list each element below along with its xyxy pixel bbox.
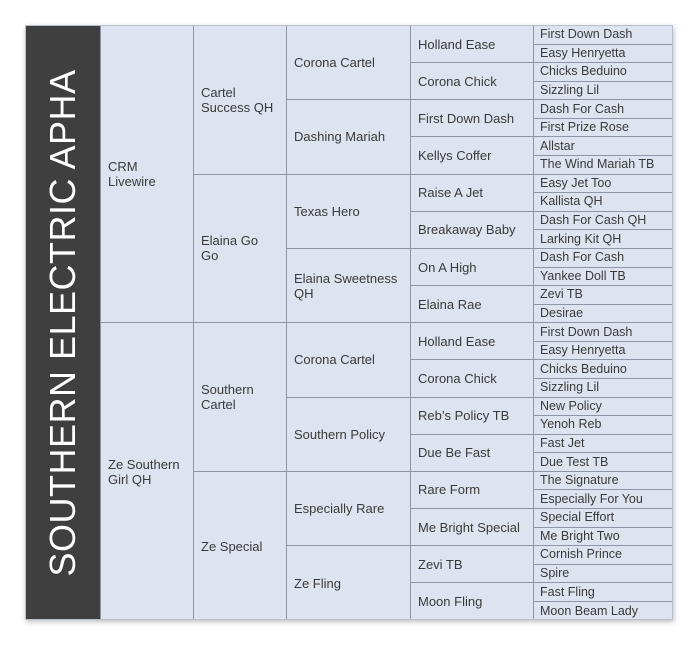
gen6-ancestor-name: Easy Jet Too (540, 175, 612, 190)
gen6-ancestor-cell (533, 63, 673, 82)
gen6-ancestor-name: Chicks Beduino (540, 361, 627, 376)
grandparent-cell (193, 175, 286, 324)
gen6-ancestor-name: Allstar (540, 138, 575, 153)
gen5-ancestor-cell (410, 26, 533, 63)
great-grandparent-cell (286, 472, 410, 546)
gen6-ancestor-name: Easy Henryetta (540, 343, 626, 358)
gen6-ancestor-cell (533, 342, 673, 361)
gen6-ancestor-cell (533, 435, 673, 454)
gen5-ancestor-name: Raise A Jet (418, 185, 484, 201)
gen6-ancestor-cell (533, 286, 673, 305)
gen6-ancestor-cell (533, 249, 673, 268)
gen6-ancestor-name: Sizzling Lil (540, 380, 600, 395)
gen6-ancestor-cell (533, 193, 673, 212)
gen6-ancestor-cell (533, 175, 673, 194)
gen6-ancestor-cell (533, 602, 673, 620)
gen5-ancestor-name: On A High (418, 259, 477, 275)
gen5-ancestor-name: Kellys Coffer (418, 148, 492, 164)
gen6-ancestor-cell (533, 212, 673, 231)
gen5-ancestor-cell (410, 360, 533, 397)
gen6-ancestor-cell (533, 82, 673, 101)
great-grandparent-name: Corona Cartel (294, 352, 375, 368)
parent-cell (100, 323, 193, 620)
gen6-ancestor-name: Special Effort (540, 510, 615, 525)
gen6-ancestor-name: Cornish Prince (540, 547, 622, 562)
gen6-ancestor-cell (533, 119, 673, 138)
gen5-ancestor-cell (410, 472, 533, 509)
gen6-ancestor-name: Yankee Doll TB (540, 268, 626, 283)
gen6-ancestor-cell (533, 45, 673, 64)
gen5-ancestor-cell (410, 583, 533, 620)
gen6-ancestor-name: Sizzling Lil (540, 83, 600, 98)
grandparent-cell (193, 472, 286, 620)
gen6-ancestor-cell (533, 546, 673, 565)
gen5-ancestor-cell (410, 249, 533, 286)
gen6-ancestor-name: Fast Jet (540, 436, 585, 450)
great-grandparent-cell (286, 175, 410, 249)
great-grandparent-name: Corona Cartel (294, 55, 375, 71)
gen6-ancestor-cell (533, 509, 673, 528)
gen6-ancestor-cell (533, 398, 673, 417)
gen6-ancestor-name: Zevi TB (540, 287, 583, 302)
gen5-ancestor-cell (410, 212, 533, 249)
gen6-ancestor-cell (533, 156, 673, 175)
great-grandparent-cell (286, 546, 410, 620)
gen6-ancestor-name: The Wind Mariah TB (540, 157, 655, 172)
gen6-ancestor-name: Easy Henryetta (540, 45, 626, 60)
gen6-ancestor-cell (533, 583, 673, 602)
horse-name-title: SOUTHERN ELECTRIC APHA (42, 69, 83, 577)
gen6-ancestor-name: First Down Dash (540, 324, 633, 339)
gen6-ancestor-cell (533, 379, 673, 398)
great-grandparent-cell (286, 100, 410, 174)
grandparent-cell (193, 26, 286, 175)
gen6-ancestor-name: Kallista QH (540, 194, 603, 209)
gen6-ancestor-name: Spire (540, 566, 570, 581)
gen6-ancestor-name: Dash For Cash (540, 101, 625, 116)
grandparent-name: Southern Cartel (201, 382, 254, 413)
parent-name: Ze Southern Girl QH (108, 456, 180, 487)
gen5-ancestor-cell (410, 286, 533, 323)
gen5-ancestor-name: Zevi TB (418, 556, 463, 572)
great-grandparent-cell (286, 249, 410, 323)
gen5-ancestor-name: Elaina Rae (418, 296, 482, 312)
gen6-ancestor-cell (533, 268, 673, 287)
gen6-ancestor-cell (533, 528, 673, 547)
gen5-ancestor-cell (410, 435, 533, 472)
gen5-ancestor-name: Corona Chick (418, 370, 497, 386)
gen6-ancestor-name: New Policy (540, 398, 602, 413)
great-grandparent-name: Texas Hero (294, 203, 360, 219)
gen5-ancestor-cell (410, 63, 533, 100)
gen5-ancestor-name: Due Be Fast (418, 445, 491, 461)
gen6-ancestor-name: Due Test TB (540, 454, 609, 469)
great-grandparent-cell (286, 323, 410, 397)
gen6-ancestor-cell (533, 416, 673, 435)
great-grandparent-name: Southern Policy (294, 426, 386, 442)
gen6-ancestor-cell (533, 453, 673, 472)
great-grandparent-name: Ze Fling (294, 575, 341, 591)
gen6-ancestor-name: Me Bright Two (540, 528, 620, 543)
great-grandparent-name: Dashing Mariah (294, 129, 386, 145)
title-bar (26, 26, 100, 620)
gen6-ancestor-cell (533, 472, 673, 491)
gen5-ancestor-name: Rare Form (418, 482, 481, 498)
gen6-ancestor-name: Especially For You (540, 491, 643, 506)
gen6-ancestor-name: First Prize Rose (540, 120, 629, 135)
gen5-ancestor-name: Breakaway Baby (418, 222, 516, 238)
gen6-ancestor-cell (533, 305, 673, 324)
gen5-ancestor-name: First Down Dash (418, 110, 515, 126)
gen6-ancestor-name: Moon Beam Lady (540, 603, 638, 618)
gen6-ancestor-name: Dash For Cash (540, 250, 625, 265)
gen5-ancestor-name: Me Bright Special (418, 519, 520, 535)
grandparent-name: Elaina Go Go (201, 233, 259, 264)
parent-name: CRM Livewire (108, 159, 156, 190)
gen6-ancestor-cell (533, 490, 673, 509)
grandparent-name: Cartel Success QH (201, 84, 274, 115)
pedigree-grid (100, 26, 673, 620)
gen5-ancestor-cell (410, 175, 533, 212)
gen5-ancestor-cell (410, 546, 533, 583)
parent-cell (100, 26, 193, 323)
gen6-ancestor-cell (533, 137, 673, 156)
gen5-ancestor-cell (410, 509, 533, 546)
gen5-ancestor-name: Moon Fling (418, 594, 483, 610)
gen6-ancestor-cell (533, 26, 673, 45)
grandparent-name: Ze Special (201, 538, 263, 554)
gen6-ancestor-name: Dash For Cash QH (540, 213, 647, 228)
gen5-ancestor-name: Holland Ease (418, 333, 496, 349)
gen6-ancestor-name: Desirae (540, 305, 584, 320)
great-grandparent-cell (286, 26, 410, 100)
gen6-ancestor-cell (533, 565, 673, 584)
gen6-ancestor-name: Yenoh Reb (540, 417, 602, 432)
gen6-ancestor-cell (533, 230, 673, 249)
gen5-ancestor-name: Corona Chick (418, 73, 497, 89)
great-grandparent-cell (286, 398, 410, 472)
gen6-ancestor-name: Fast Fling (540, 584, 595, 599)
gen6-ancestor-name: First Down Dash (540, 27, 633, 42)
gen5-ancestor-name: Holland Ease (418, 36, 496, 52)
gen6-ancestor-name: Chicks Beduino (540, 64, 627, 79)
grandparent-cell (193, 323, 286, 472)
gen5-ancestor-cell (410, 323, 533, 360)
great-grandparent-name: Elaina Sweetness QH (294, 270, 398, 301)
gen6-ancestor-cell (533, 360, 673, 379)
gen6-ancestor-name: The Signature (540, 473, 619, 488)
great-grandparent-name: Especially Rare (294, 501, 385, 517)
gen6-ancestor-cell (533, 100, 673, 119)
gen5-ancestor-cell (410, 100, 533, 137)
gen5-ancestor-cell (410, 398, 533, 435)
gen5-ancestor-name: Reb’s Policy TB (418, 408, 510, 424)
gen6-ancestor-cell (533, 323, 673, 342)
gen5-ancestor-cell (410, 137, 533, 174)
gen6-ancestor-name: Larking Kit QH (540, 231, 622, 246)
pedigree-card (25, 25, 673, 620)
